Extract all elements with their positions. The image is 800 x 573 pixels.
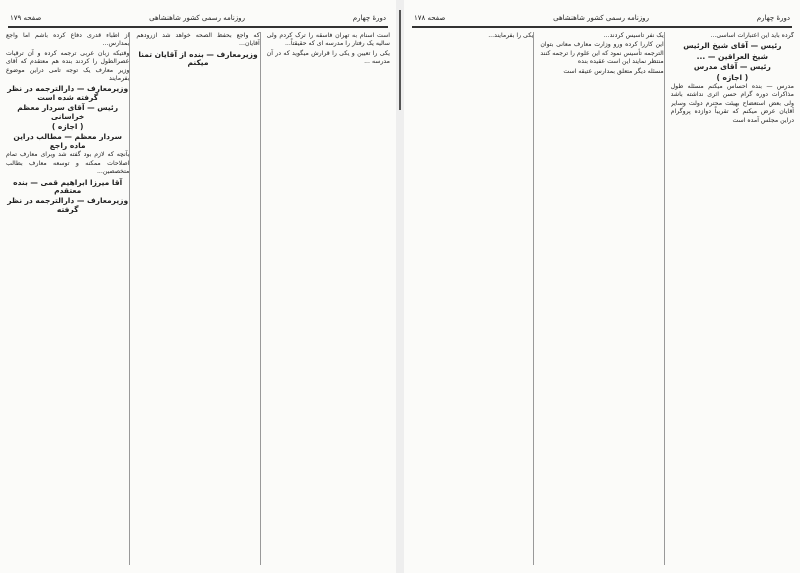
- text-column: [671, 32, 794, 565]
- paragraph: گرده باید این اعتبارات اساسی...: [710, 32, 794, 39]
- text-column: [267, 32, 390, 565]
- paragraph: که واجع بحفظ الصحه خواهد شد آزرودهم آقایان...: [136, 32, 260, 48]
- page-header: [414, 12, 790, 24]
- text-column: [6, 32, 130, 565]
- text-column: [136, 32, 260, 565]
- text-columns: [6, 32, 390, 565]
- paragraph: بآنچه که لازم بود گفته شد وبرای معارف تمام اصلاحات ممکنه و توسعه معارف بطالب متخصصین...: [6, 151, 130, 176]
- speaker-heading: وزیرمعارف — بنده از آقایان تمنا میکنم: [138, 49, 258, 68]
- paragraph: یکی را بفرمایند...: [488, 32, 534, 39]
- header-rule: [8, 26, 388, 28]
- right-page: [404, 0, 800, 573]
- speaker-heading: رئیس — آقای شیخ الرئیس: [683, 41, 782, 51]
- speaker-heading: شیخ العراقین — ...: [696, 51, 768, 61]
- paragraph: مسئله دیگر متعلق بمدارس عتیقه است: [563, 67, 664, 75]
- paragraph: یک نفر تأسیس کردند...: [603, 32, 664, 39]
- text-column: [410, 32, 534, 565]
- speaker-heading: سردار معظم — مطالب دراین ماده راجع: [13, 132, 122, 150]
- paragraph: یکی را تعیین و یکی را قرارش میگوید که در آن مدرسه ...: [266, 49, 390, 66]
- speaker-heading: ( اجازه ): [51, 122, 84, 132]
- speaker-heading: ( اجازه ): [716, 72, 749, 82]
- speaker-heading: رئیس — آقای مدرس: [693, 62, 771, 72]
- paragraph: است آسنام به تهران فاسقه را ترک کردم ولی سالیه یک رفتار را مدرسه ای که حقیقتاً...: [266, 32, 390, 48]
- paragraph: مدرس — بنده احساس میکنم مسئله طول مذاکرات دوره گرام حسن اثری نداشته باشد ولی بعض استعضاح بهیئت محترم دولت وسایر آقایان عرض میکنم که تقریباً دوازده پروگرام دراین مجلس آمده است: [670, 83, 794, 124]
- header-rule: [412, 26, 792, 28]
- page-gutter: [396, 0, 404, 573]
- paragraph: این کاررا کرده ورو وزارت معارف معانی بتوان الترجمه تأسیس نمود که این علوم را ترجمه کنند منتظر نمایند این است عقیده بنده: [540, 41, 664, 66]
- page-number: صفحه ۱۷۸: [414, 14, 446, 22]
- text-column: [540, 32, 664, 565]
- volume-label: دورهٔ چهارم: [756, 14, 790, 22]
- volume-label: دورهٔ چهارم: [352, 14, 386, 22]
- newspaper-title: روزنامه رسمی کشور شاهنشاهی: [553, 14, 649, 22]
- paragraph: وقتیکه زبان عربی ترجمه کرده و آن ترقیات عصرالطول را کردند بنده هم معتقدم که آقای وزیر معارف یک توجه تامی دراین موضوع بفرمایند: [6, 49, 130, 83]
- speaker-heading: رئیس — آقای سردار معظم خراسانی: [17, 103, 119, 121]
- speaker-heading: وزیرمعارف — دارالترجمه در نظر گرفته شده است: [7, 84, 129, 102]
- page-header: [10, 12, 386, 24]
- page-number: صفحه ۱۷۹: [10, 14, 42, 22]
- left-page: [0, 0, 396, 573]
- speaker-heading: آقا میرزا ابراهیم قمی — بنده معتقدم: [13, 177, 123, 195]
- speaker-heading: وزیرمعارف — دارالترجمه در نظر گرفته: [7, 196, 129, 214]
- paragraph: از اطباء قدری دفاع کرده باشم اما واجع بمدارس...: [6, 32, 130, 48]
- text-columns: [410, 32, 794, 565]
- newspaper-title: روزنامه رسمی کشور شاهنشاهی: [149, 14, 245, 22]
